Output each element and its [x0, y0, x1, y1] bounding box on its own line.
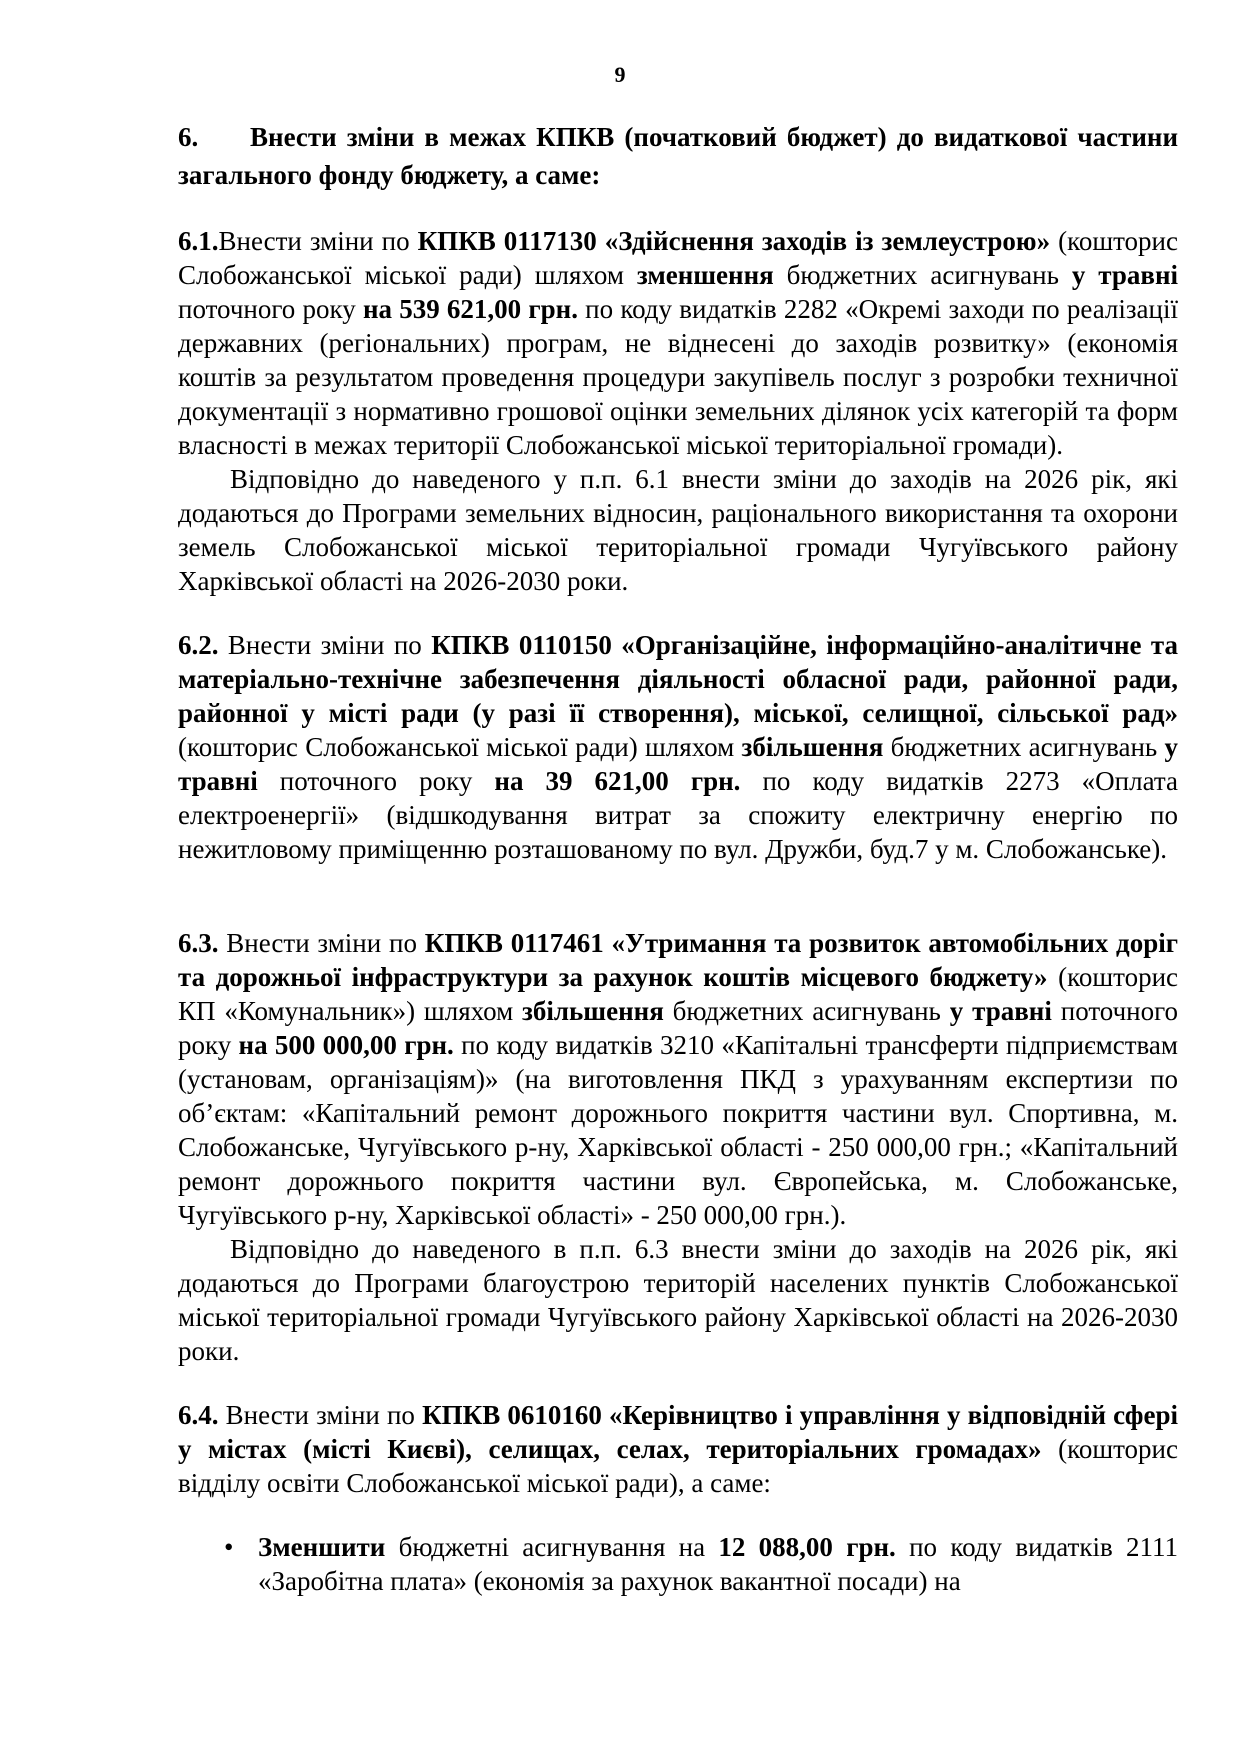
item-6-1: 6.1.Внести зміни по КПКВ 0117130 «Здійснення заходів із землеустрою» (кошторис Слобожанської міської ради) шляхом зменшення бюджетних асигнувань у травні поточного року на 539 621,00 грн. по коду видатків 2282 «Окремі заходи по реалізації державних (регіональних) програм, не віднесені до заходів розвитку» (економія коштів за результатом проведення процедури закупівель послуг з розробки техничної документації з нормативно грошової оцінки земельних ділянок усіх категорій та форм власності в межах території Слобожанської міської територіальної громади).: [178, 226, 1179, 460]
section-number: 6.: [178, 122, 199, 152]
kpkv-code: КПКВ 0117130 «Здійснення заходів із землеустрою»: [417, 226, 1051, 256]
item-id: 6.2.: [178, 630, 219, 660]
month: у травні: [949, 996, 1052, 1026]
item-6-2: 6.2. Внести зміни по КПКВ 0110150 «Організаційне, інформаційно-аналітичне та матеріально-технічне забезпечення діяльності обласної ради, районної ради, районної у місті ради (у разі її створення), міської, селищної, сільської рад» (кошторис Слобожанської міської ради) шляхом збільшення бюджетних асигнувань у травні поточного року на 39 621,00 грн. по коду видатків 2273 «Оплата електроенергії» (відшкодування витрат за спожиту електричну енергію по нежитловому приміщенню розташованому по вул. Дружби, буд.7 у м. Слобожанське).: [178, 630, 1178, 864]
item-6-4-bullets: [178, 1530, 1178, 1598]
month: у травні: [178, 732, 1178, 796]
item-id: 6.1.: [178, 226, 219, 256]
item-6-4: 6.4. Внести зміни по КПКВ 0610160 «Керівництво і управління у відповідній сфері у містах (місті Києві), селищах, селах, територіальних громадах» (кошторис відділу освіти Слобожанської міської ради), а саме:: [178, 1400, 1178, 1498]
bullet-icon: •: [224, 1532, 234, 1562]
section-6-heading: [178, 118, 1178, 194]
section-title: Внести зміни в межах КПКВ (початковий бюджет) до видаткової частини загального фонду бюджету, а саме:: [178, 122, 1178, 190]
change-action: збільшення: [522, 996, 664, 1026]
item-6-3-note: Відповідно до наведеного в п.п. 6.3 внести зміни до заходів на 2026 рік, які додаються до Програми благоустрою територій населених пунктів Слобожанської міської територіальної громади Чугуївського району Харківської області на 2026-2030 роки.: [178, 1234, 1178, 1366]
change-action: збільшення: [741, 732, 884, 762]
amount: на 539 621,00 грн.: [362, 294, 578, 324]
change-action: Зменшити: [258, 1532, 386, 1562]
amount: на 500 000,00 грн.: [238, 1030, 454, 1060]
amount: 12 088,00 грн.: [718, 1532, 896, 1562]
month: у травні: [1071, 260, 1179, 290]
item-6-3: 6.3. Внести зміни по КПКВ 0117461 «Утримання та розвиток автомобільних доріг та дорожньої інфраструктури за рахунок коштів місцевого бюджету» (кошторис КП «Комунальник») шляхом збільшення бюджетних асигнувань у травні поточного року на 500 000,00 грн. по коду видатків 3210 «Капітальні трансферти підприємствам (установам, організаціям)» (на виготовлення ПКД з урахуванням експертизи по об’єктам: «Капітальний ремонт дорожнього покриття частини вул. Спортивна, м. Слобожанське, Чугуївського р-ну, Харківської області - 250 000,00 грн.; «Капітальний ремонт дорожнього покриття частини вул. Європейська, м. Слобожанське, Чугуївського р-ну, Харківської області» - 250 000,00 грн.).: [178, 928, 1179, 1230]
list-item: • Зменшити бюджетні асигнування на 12 088,00 грн. по коду видатків 2111 «Заробітна плата» (економія за рахунок вакантної посади) на: [224, 1532, 1179, 1596]
item-6-1-note: Відповідно до наведеного у п.п. 6.1 внести зміни до заходів на 2026 рік, які додаються до Програми земельних відносин, раціонального використання та охорони земель Слобожанської міської територіальної громади Чугуївського району Харківської області на 2026-2030 роки.: [178, 464, 1178, 596]
page-number: 9: [614, 62, 626, 87]
change-action: зменшення: [636, 260, 774, 290]
item-id: 6.3.: [178, 928, 219, 958]
document-body: [178, 118, 1178, 1598]
kpkv-code: КПКВ 0610160 «Керівництво і управління у відповідній сфері у містах (місті Києві), селищах, селах, територіальних громадах»: [178, 1400, 1178, 1464]
kpkv-code: КПКВ 0110150 «Організаційне, інформаційно-аналітичне та матеріально-технічне забезпечення діяльності обласної ради, районної ради, районної у місті ради (у разі її створення), міської, селищної, сільської рад»: [178, 630, 1178, 728]
amount: на 39 621,00 грн.: [494, 766, 741, 796]
kpkv-code: КПКВ 0117461 «Утримання та розвиток автомобільних доріг та дорожньої інфраструктури за рахунок коштів місцевого бюджету»: [178, 928, 1178, 992]
item-id: 6.4.: [178, 1400, 219, 1430]
